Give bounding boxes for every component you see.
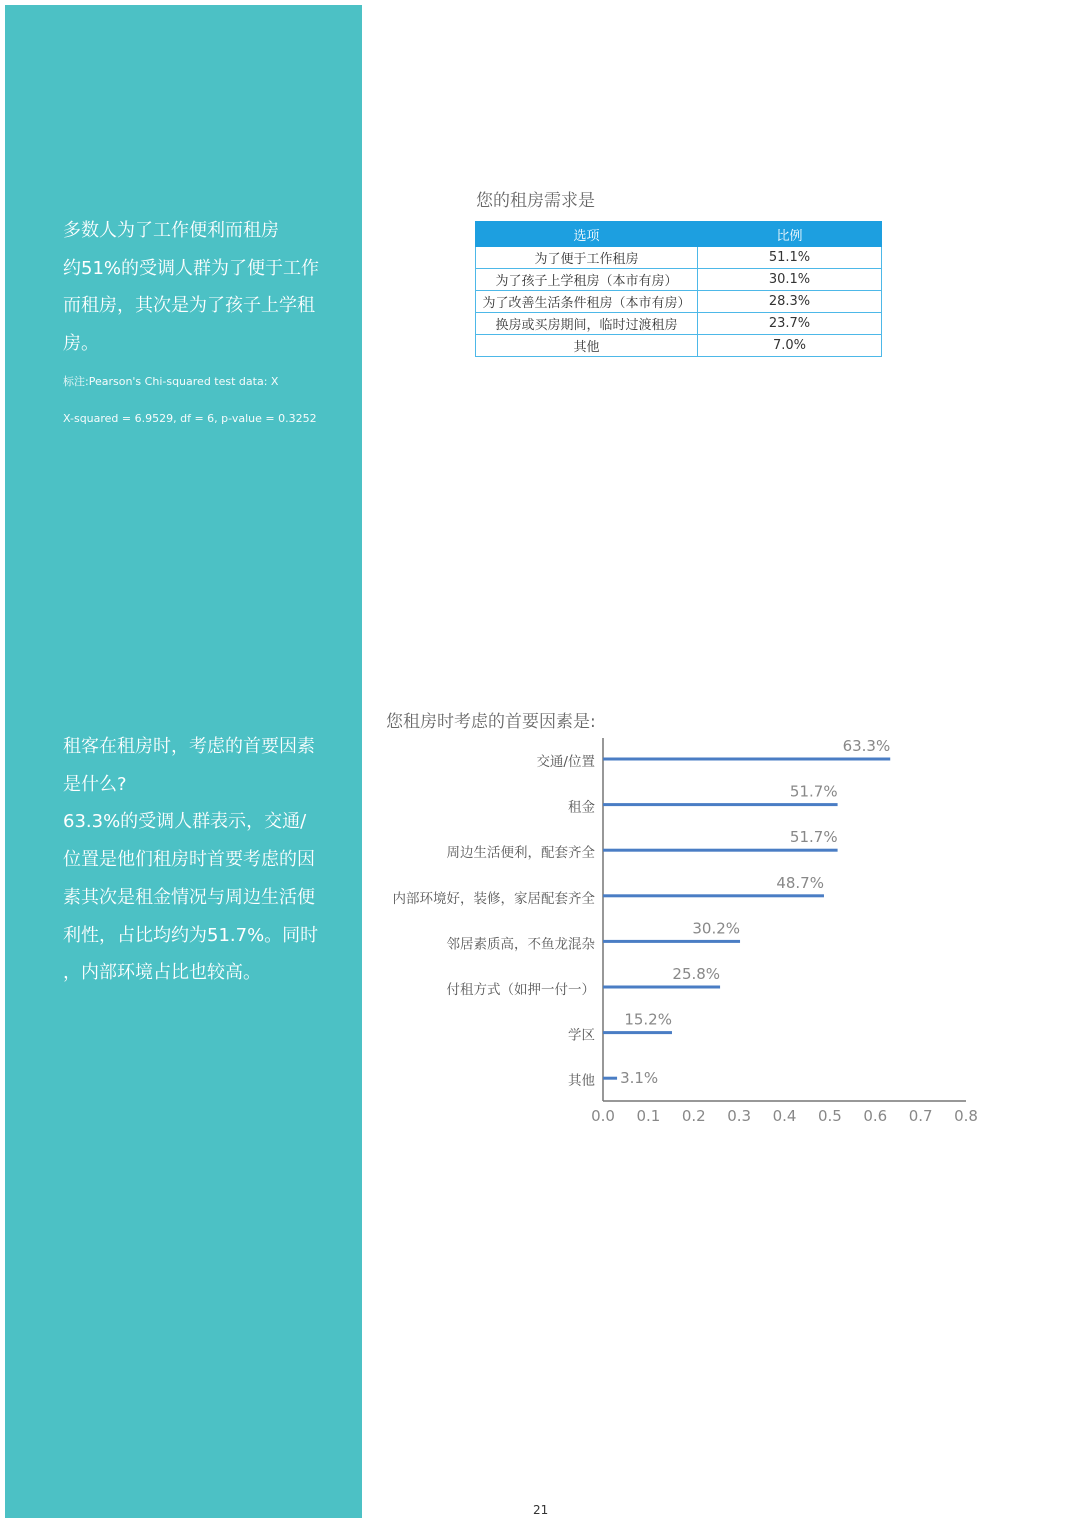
category-label: 租金 <box>568 799 595 816</box>
page-number: 21 <box>533 1503 549 1517</box>
cell-ratio: 7.0% <box>698 335 882 357</box>
x-tick-label: 0.0 <box>591 1107 615 1125</box>
summary-line: 位置是他们租房时首要考虑的因 <box>63 849 315 871</box>
cell-option: 为了便于工作租房 <box>476 247 698 269</box>
cell-option: 为了孩子上学租房（本市有房） <box>476 269 698 291</box>
cell-ratio: 28.3% <box>698 291 882 313</box>
bar <box>603 894 824 897</box>
statistics-note: 标注:Pearson's Chi-squared test data: X <box>63 374 279 388</box>
summary-line: 利性，占比均约为51.7%。同时 <box>63 924 319 946</box>
summary-line: ，内部环境占比也较高。 <box>63 962 261 984</box>
x-tick-label: 0.8 <box>954 1107 978 1125</box>
statistics-note: X-squared = 6.9529, df = 6, p-value = 0.3252 <box>63 411 317 425</box>
column-header-option: 选项 <box>476 222 698 247</box>
summary-line: 是什么? <box>63 773 127 795</box>
summary-line: 房。 <box>63 333 99 355</box>
x-tick-label: 0.2 <box>681 1107 706 1125</box>
data-label: 51.7% <box>789 828 838 847</box>
category-label: 学区 <box>568 1027 595 1044</box>
bar <box>603 986 720 989</box>
x-tick-label: 0.3 <box>727 1107 752 1125</box>
bar <box>603 803 838 806</box>
data-label: 3.1% <box>620 1069 659 1088</box>
category-label: 邻居素质高，不鱼龙混杂 <box>446 936 595 953</box>
summary-line: 租客在租房时，考虑的首要因素 <box>63 736 315 757</box>
summary-line: 多数人为了工作便利而租房 <box>63 220 279 241</box>
x-tick-label: 0.7 <box>908 1107 933 1125</box>
cell-ratio: 30.1% <box>698 269 882 291</box>
bar <box>603 1031 672 1034</box>
category-label: 付租方式（如押一付一） <box>446 982 595 998</box>
x-tick-label: 0.4 <box>772 1107 797 1125</box>
column-header-ratio: 比例 <box>698 222 882 247</box>
cell-option: 其他 <box>476 335 698 357</box>
summary-line: 约51%的受调人群为了便于工作 <box>63 257 320 279</box>
summary-line: 63.3%的受调人群表示，交通/ <box>63 811 307 833</box>
summary-line: 而租房，其次是为了孩子上学租 <box>63 295 315 317</box>
data-label: 25.8% <box>672 965 721 983</box>
data-label: 63.3% <box>842 737 891 755</box>
data-label: 51.7% <box>789 782 838 801</box>
bar <box>603 940 740 943</box>
data-label: 48.7% <box>776 873 824 892</box>
x-tick-label: 0.6 <box>863 1107 888 1125</box>
table-title: 您的租房需求是 <box>476 191 595 211</box>
data-label: 30.2% <box>692 919 741 938</box>
summary-line: 素其次是租金情况与周边生活便 <box>63 886 315 908</box>
cell-ratio: 23.7% <box>698 313 882 335</box>
cell-ratio: 51.1% <box>698 247 882 269</box>
category-label: 周边生活便利，配套齐全 <box>446 845 595 862</box>
cell-option: 为了改善生活条件租房（本市有房） <box>476 291 698 313</box>
cell-option: 换房或买房期间，临时过渡租房 <box>476 313 698 335</box>
chart-title: 您租房时考虑的首要因素是: <box>386 712 596 732</box>
bar <box>603 758 890 761</box>
bar <box>603 849 838 852</box>
data-label: 15.2% <box>624 1010 672 1029</box>
category-label: 交通/位置 <box>536 754 595 770</box>
bar <box>603 1077 617 1080</box>
category-label: 其他 <box>568 1073 595 1090</box>
x-tick-label: 0.1 <box>636 1107 661 1125</box>
x-tick-label: 0.5 <box>817 1107 842 1125</box>
category-label: 内部环境好，装修，家居配套齐全 <box>392 890 595 907</box>
